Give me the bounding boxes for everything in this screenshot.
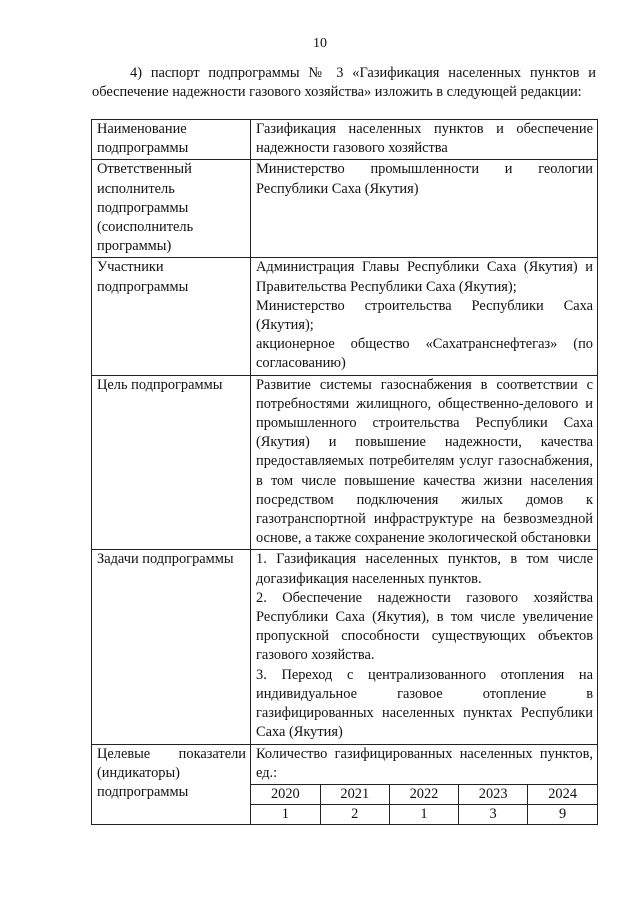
row-participants-value [251,258,598,375]
task-item: 2. Обеспечение надежности газового хозяйства Республики Саха (Якутия), в том числе увеличение пропускной способности существующих объектов газового хозяйства. [256,589,593,664]
row-goal [92,375,598,550]
values-row [251,804,597,824]
row-executor [92,160,598,258]
year-cell: 2021 [320,784,389,804]
value-cell: 1 [251,804,320,824]
row-indicators-value [251,744,598,824]
year-cell: 2023 [459,784,528,804]
task-item: 3. Переход с централизованного отопления на индивидуальное газовое отопление в газифицированных населенных пунктах Республики Саха (Якутия) [256,666,593,741]
participant-item: Министерство строительства Республики Саха (Якутия); [256,297,593,334]
row-tasks-label: Задачи подпрограммы [92,550,251,744]
year-cell: 2022 [389,784,458,804]
value-cell: 9 [528,804,597,824]
row-participants-label: Участники подпрограммы [92,258,251,375]
value-cell: 2 [320,804,389,824]
value-cell: 3 [459,804,528,824]
row-name-label: Наименование подпрограммы [92,120,251,160]
row-executor-value: Министерство промышленности и геологии Республики Саха (Якутия) [251,160,598,258]
row-executor-label: Ответственный исполнитель подпрограммы (соисполнитель программы) [92,160,251,258]
intro-paragraph: 4) паспорт подпрограммы № 3 «Газификация населенных пунктов и обеспечение надежности газового хозяйства» изложить в следующей редакции: [92,65,596,100]
row-participants [92,258,598,375]
years-row [251,784,597,804]
value-cell: 1 [389,804,458,824]
row-name-value: Газификация населенных пунктов и обеспечение надежности газового хозяйства [251,120,598,160]
subprogram-passport-table [91,119,598,825]
page-number: 10 [313,36,327,51]
indicators-label-line2: (индикаторы) [97,764,180,781]
indicator-name: Количество газифицированных населенных пунктов, ед.: [256,745,593,781]
year-cell: 2020 [251,784,320,804]
participant-item: акционерное общество «Сахатранснефтегаз» (по согласованию) [256,336,593,372]
row-goal-value: Развитие системы газоснабжения в соответствии с потребностями жилищного, общественно-делового и промышленного строительства Республики Саха (Якутия) и повышение надежности, качества предоставляемых потребителям услуг газоснабжения, в том числе повышение качества жизни населения посредством подключения жилых домов к газотранспортной инфраструктуре на безвозмездной основе, а также сохранение экологической обстановки [251,375,598,550]
row-indicators-label [92,744,251,824]
year-cell: 2024 [528,784,597,804]
row-tasks-value [251,550,598,744]
indicators-label-line3: подпрограммы [97,783,189,800]
row-goal-label: Цель подпрограммы [92,375,251,550]
indicator-years-table [251,784,597,824]
indicators-label-line1: Целевые показатели [97,745,246,762]
participant-item: Администрация Главы Республики Саха (Якутия) и Правительства Республики Саха (Якутия); [256,259,593,295]
row-name [92,120,598,160]
row-indicators [92,744,598,824]
row-tasks [92,550,598,744]
task-item: 1. Газификация населенных пунктов, в том числе догазификация населенных пунктов. [256,551,593,587]
